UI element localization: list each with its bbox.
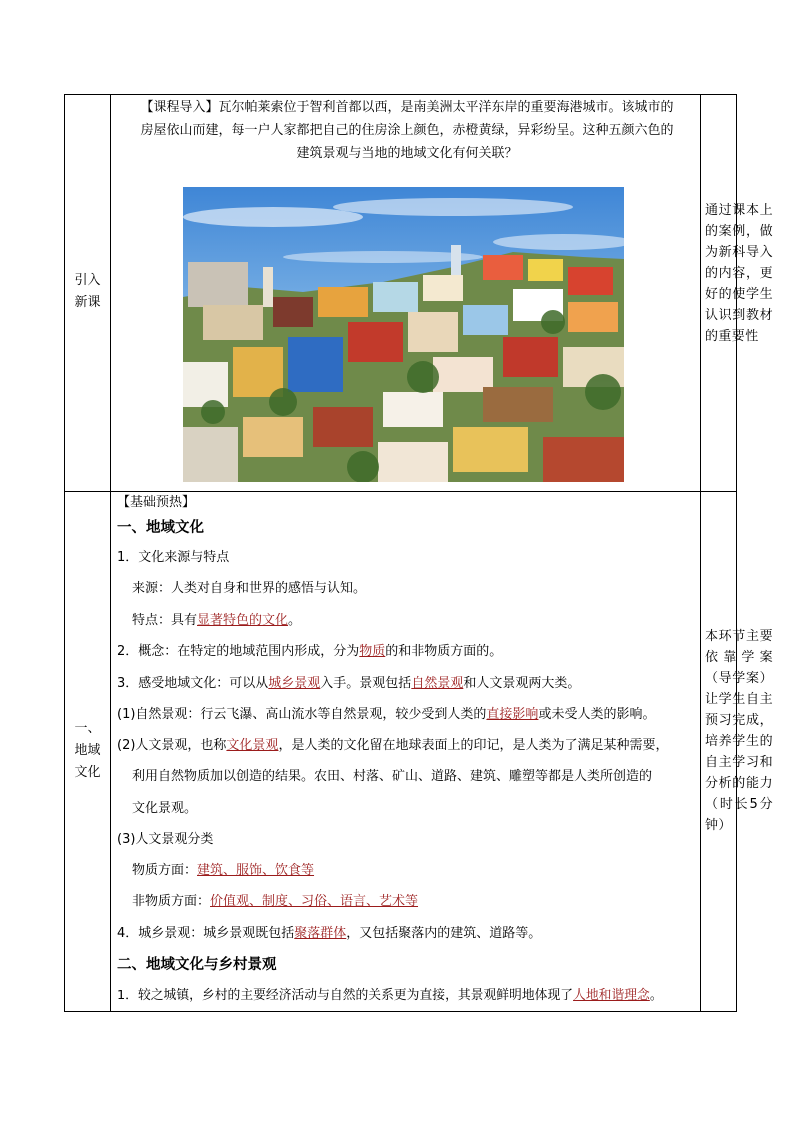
line-material: 物质方面：建筑、服饰、饮食等	[132, 863, 315, 878]
line-source-features: 1．文化来源与特点	[117, 550, 230, 565]
valparaiso-photo	[183, 187, 624, 482]
heading-rural-landscape: 二、地域文化与乡村景观	[117, 957, 277, 973]
table-border-left	[64, 94, 65, 1012]
table-divider-2	[700, 94, 701, 1012]
intro-teaching-note: 通过课本上的案例，做为新科导入的内容，更好的使学生认识到教材的重要性	[705, 203, 773, 344]
table-divider-1	[110, 94, 111, 1012]
line-urban-rural: 4．城乡景观：城乡景观既包括聚落群体，又包括聚落内的建筑、道路等。	[117, 926, 542, 941]
line-rural: 1．较之城镇，乡村的主要经济活动与自然的关系更为直接，其景观鲜明地体现了人地和谐理念。	[117, 988, 663, 1003]
row-label-regional-culture: 一、 地域 文化	[74, 721, 101, 780]
table-border-bottom	[64, 1011, 737, 1012]
line-nonmaterial: 非物质方面：价值观、制度、习俗、语言、艺术等	[132, 894, 419, 909]
line-source: 来源：人类对自身和世界的感悟与认知。	[132, 581, 367, 596]
intro-paragraph: 【课程导入】瓦尔帕莱索位于智利首都以西，是南美洲太平洋东岸的重要海港城市。该城市的 房屋依山而建，每一户人家都把自己的住房涂上颜色，赤橙黄绿，异彩纷呈。这种五颜六色的 建筑景观与当地的地域文化有何关联？	[140, 100, 674, 161]
line-concept: 2．概念：在特定的地域范围内形成，分为物质的和非物质方面的。	[117, 644, 503, 659]
line-experience: 3．感受地域文化：可以从城乡景观入手。景观包括自然景观和人文景观两大类。	[117, 676, 581, 691]
section-tag: 【基础预热】	[117, 495, 196, 510]
table-border-top	[64, 94, 737, 95]
line-cultural-landscape-cont: 利用自然物质加以创造的结果。农田、村落、矿山、道路、建筑、雕塑等都是人类所创造的	[132, 769, 653, 784]
line-natural-landscape: (1)自然景观：行云飞瀑、高山流水等自然景观，较少受到人类的直接影响或未受人类的影响。	[117, 707, 656, 722]
line-cultural-landscape: (2)人文景观，也称文化景观，是人类的文化留在地球表面上的印记，是人类为了满足某种需要，	[117, 738, 669, 753]
intro-tag: 【课程导入】	[140, 100, 219, 115]
line-classification: (3)人文景观分类	[117, 832, 214, 847]
line-features: 特点：具有显著特色的文化。	[132, 613, 302, 628]
preview-teaching-note: 本环节主要依靠学案（导学案）让学生自主预习完成，培养学生的自主学习和分析的能力（时长5分钟）	[705, 629, 773, 833]
line-cultural-landscape-end: 文化景观。	[132, 801, 198, 816]
row-label-intro: 引入 新课	[74, 273, 101, 310]
heading-regional-culture: 一、地域文化	[117, 520, 204, 536]
